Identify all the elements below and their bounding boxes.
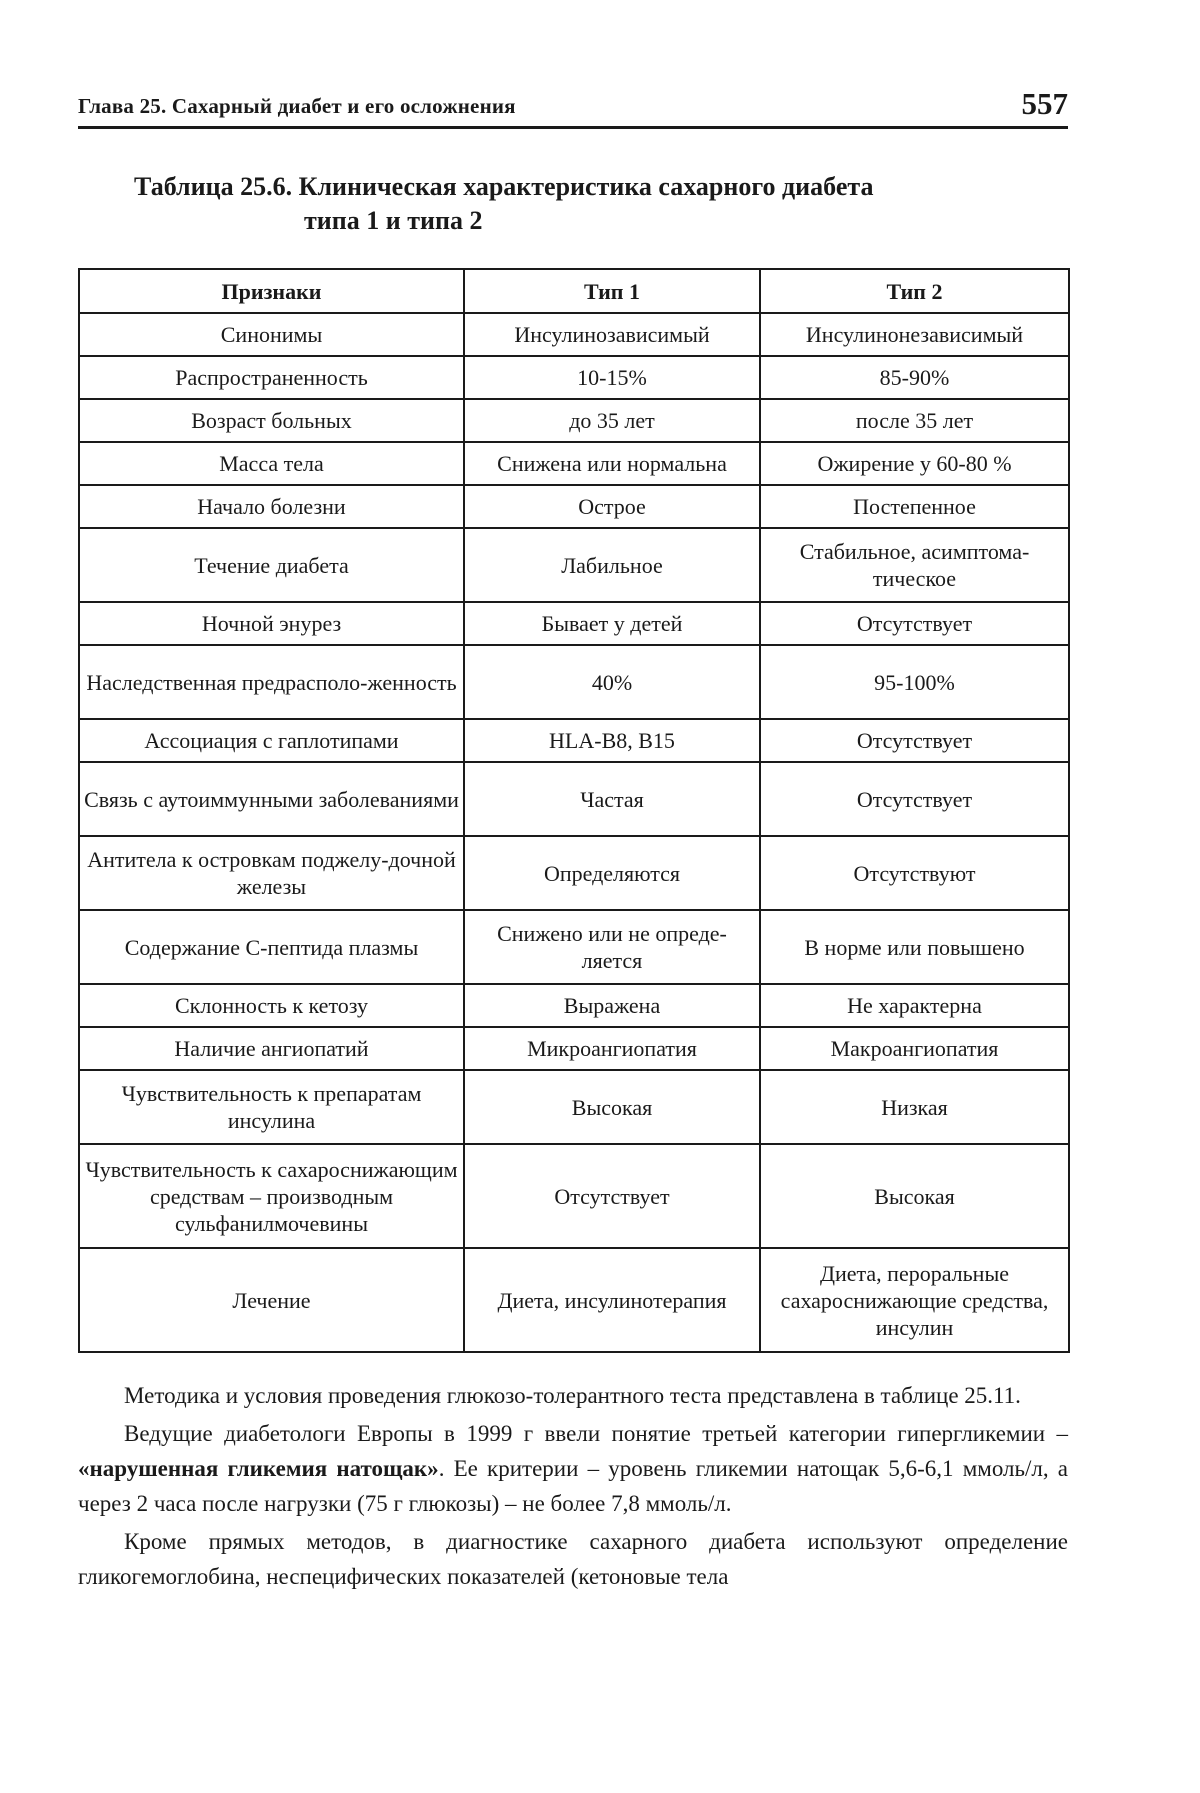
feature-cell: Начало болезни: [79, 485, 464, 528]
feature-cell: Чувствительность к сахароснижающим средствам – производным сульфанилмочевины: [79, 1144, 464, 1248]
type1-cell: 40%: [464, 645, 760, 719]
feature-cell: Возраст больных: [79, 399, 464, 442]
feature-cell: Связь с аутоиммунными заболеваниями: [79, 762, 464, 836]
paragraph-3: Кроме прямых методов, в диагностике сахарного диабета используют определение гликогемоглобина, неспецифических показателей (кетоновые тела: [78, 1529, 1068, 1589]
feature-cell: Наследственная предрасполо-женность: [79, 645, 464, 719]
type2-cell: Отсутствует: [760, 719, 1069, 762]
type1-cell: Лабильное: [464, 528, 760, 602]
type1-cell: Снижено или не опреде-ляется: [464, 910, 760, 984]
type1-cell: Частая: [464, 762, 760, 836]
type1-cell: Отсутствует: [464, 1144, 760, 1248]
feature-cell: Распространенность: [79, 356, 464, 399]
type2-cell: Отсутствует: [760, 602, 1069, 645]
table-title: [134, 170, 1014, 238]
table-row: [79, 910, 1069, 984]
feature-cell: Наличие ангиопатий: [79, 1027, 464, 1070]
table-row: [79, 356, 1069, 399]
type2-cell: Ожирение у 60-80 %: [760, 442, 1069, 485]
table-title-line1: Таблица 25.6. Клиническая характеристика сахарного диабета: [134, 172, 874, 201]
type2-cell: Макроангиопатия: [760, 1027, 1069, 1070]
type1-cell: Микроангиопатия: [464, 1027, 760, 1070]
feature-cell: Склонность к кетозу: [79, 984, 464, 1027]
type1-cell: Бывает у детей: [464, 602, 760, 645]
type1-cell: Высокая: [464, 1070, 760, 1144]
type1-cell: Определяются: [464, 836, 760, 910]
table-row: [79, 762, 1069, 836]
feature-cell: Течение диабета: [79, 528, 464, 602]
table-row: [79, 984, 1069, 1027]
type2-cell: Не характерна: [760, 984, 1069, 1027]
column-header-type2: Тип 2: [760, 269, 1069, 313]
type2-cell: Отсутствуют: [760, 836, 1069, 910]
type1-cell: Снижена или нормальна: [464, 442, 760, 485]
table-row: [79, 602, 1069, 645]
table-row: [79, 442, 1069, 485]
body-text: [78, 1378, 1068, 1594]
paragraph-2-end: . Ее критерии – уровень гликемии натощак 5,6-6,1 ммоль/л, а через 2 часа после нагрузки (75 г глюкозы) – не более 7,8 ммоль/л.: [78, 1456, 1068, 1516]
paragraph-2: [78, 1416, 1068, 1521]
feature-cell: Ассоциация с гаплотипами: [79, 719, 464, 762]
type2-cell: Низкая: [760, 1070, 1069, 1144]
feature-cell: Чувствительность к препаратам инсулина: [79, 1070, 464, 1144]
page-number: 557: [1021, 86, 1068, 121]
table-title-line2: типа 1 и типа 2: [304, 206, 483, 235]
type2-cell: Постепенное: [760, 485, 1069, 528]
feature-cell: Масса тела: [79, 442, 464, 485]
type2-cell: после 35 лет: [760, 399, 1069, 442]
type1-cell: 10-15%: [464, 356, 760, 399]
feature-cell: Ночной энурез: [79, 602, 464, 645]
column-header-features: Признаки: [79, 269, 464, 313]
table-row: [79, 645, 1069, 719]
type2-cell: Отсутствует: [760, 762, 1069, 836]
table-row: [79, 1144, 1069, 1248]
feature-cell: Содержание С-пептида плазмы: [79, 910, 464, 984]
type1-cell: Острое: [464, 485, 760, 528]
type1-cell: Диета, инсулинотерапия: [464, 1248, 760, 1352]
chapter-title: Глава 25. Сахарный диабет и его осложнения: [78, 94, 516, 118]
table-row: [79, 313, 1069, 356]
feature-cell: Антитела к островкам поджелу-дочной железы: [79, 836, 464, 910]
type2-cell: В норме или повышено: [760, 910, 1069, 984]
type2-cell: Стабильное, асимптома-тическое: [760, 528, 1069, 602]
type2-cell: Инсулинонезависимый: [760, 313, 1069, 356]
type2-cell: Диета, пероральные сахароснижающие средства, инсулин: [760, 1248, 1069, 1352]
table-row: [79, 485, 1069, 528]
type2-cell: 95-100%: [760, 645, 1069, 719]
table-row: [79, 528, 1069, 602]
paragraph-2-bold-term: «нарушенная гликемия натощак»: [78, 1456, 439, 1481]
table-row: [79, 1027, 1069, 1070]
feature-cell: Синонимы: [79, 313, 464, 356]
running-header: [78, 88, 1068, 128]
paragraph-2-start: Ведущие диабетологи Европы в 1999 г ввели понятие третьей категории гипергликемии –: [124, 1421, 1068, 1446]
type1-cell: Выражена: [464, 984, 760, 1027]
type2-cell: Высокая: [760, 1144, 1069, 1248]
feature-cell: Лечение: [79, 1248, 464, 1352]
diabetes-comparison-table: [78, 268, 1070, 1353]
table-header-row: [79, 269, 1069, 313]
table-row: [79, 719, 1069, 762]
header-rule: [78, 126, 1068, 129]
column-header-type1: Тип 1: [464, 269, 760, 313]
table-row: [79, 836, 1069, 910]
table-row: [79, 1070, 1069, 1144]
type1-cell: HLA-B8, B15: [464, 719, 760, 762]
type2-cell: 85-90%: [760, 356, 1069, 399]
paragraph-1: Методика и условия проведения глюкозо-толерантного теста представлена в таблице 25.11.: [124, 1383, 1021, 1408]
table-row: [79, 1248, 1069, 1352]
type1-cell: Инсулинозависимый: [464, 313, 760, 356]
type1-cell: до 35 лет: [464, 399, 760, 442]
table-row: [79, 399, 1069, 442]
